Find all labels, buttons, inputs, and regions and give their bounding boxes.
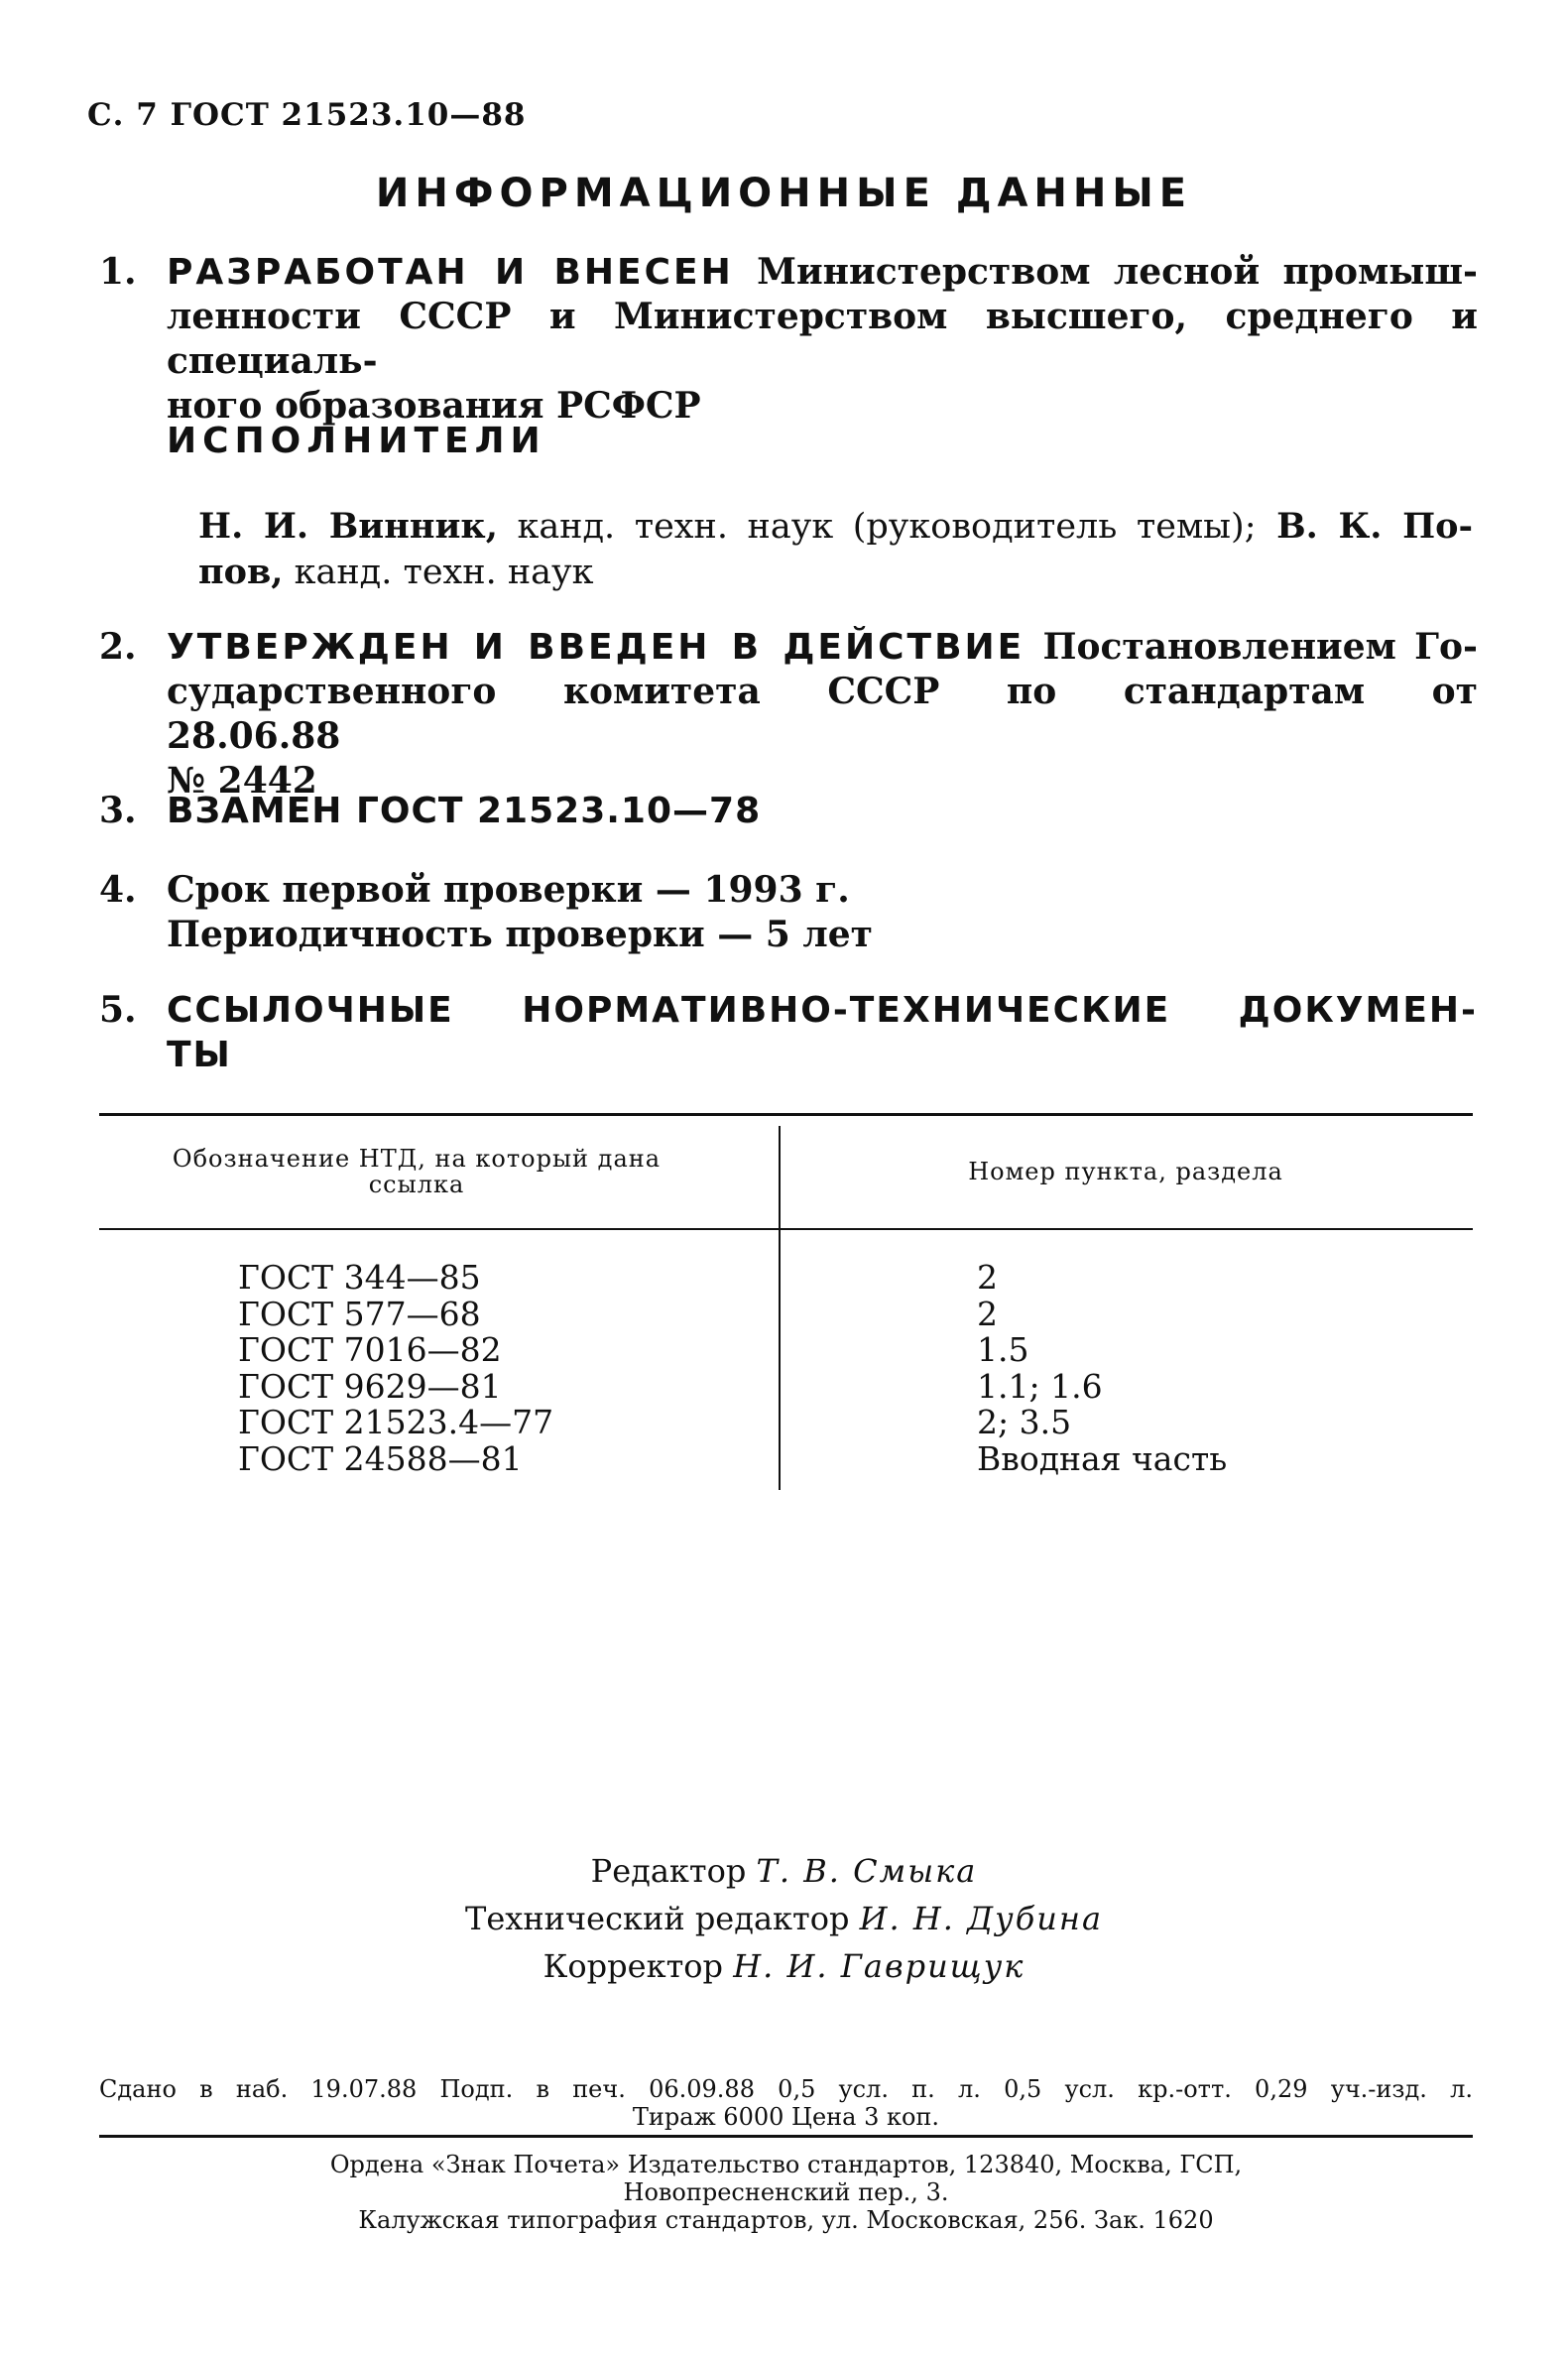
executors-line: Н. И. Винник, канд. техн. наук (руководитель темы); В. К. По- bbox=[198, 506, 1474, 547]
item-line: ТЫ bbox=[167, 1035, 232, 1075]
credit-name: Н. И. Гаврищук bbox=[733, 1947, 1025, 1985]
credit-corrector: Корректор Н. И. Гаврищук bbox=[543, 1947, 1025, 1985]
table-cell-document: ГОСТ 24588—81 bbox=[238, 1438, 523, 1478]
table-cell-document: ГОСТ 9629—81 bbox=[238, 1366, 502, 1406]
item-line: ВЗАМЕН ГОСТ 21523.10—78 bbox=[167, 791, 762, 831]
imprint-line: Тираж 6000 Цена 3 коп. bbox=[632, 2103, 940, 2131]
imprint-line: Новопресненский пер., 3. bbox=[623, 2178, 949, 2206]
table-header-rule bbox=[99, 1228, 1473, 1230]
table-top-rule bbox=[99, 1113, 1473, 1116]
table-cell-section: 1.1; 1.6 bbox=[977, 1366, 1103, 1406]
table-cell-document: ГОСТ 344—85 bbox=[238, 1258, 481, 1297]
item-line: УТВЕРЖДЕН И ВВЕДЕН В ДЕЙСТВИЕ Постановлением Го- bbox=[167, 626, 1478, 668]
table-header-document: Обозначение НТД, на который дана ссылка bbox=[172, 1145, 662, 1198]
imprint-publisher bbox=[99, 2151, 1473, 2234]
credit-editor: Редактор Т. В. Смыка bbox=[590, 1852, 978, 1890]
page-title: ИНФОРМАЦИОННЫЕ ДАННЫЕ bbox=[375, 171, 1193, 216]
table-cell-section: 2 bbox=[977, 1294, 998, 1333]
item-line: Периодичность проверки — 5 лет bbox=[167, 914, 873, 955]
item-number: 5. bbox=[99, 989, 137, 1031]
item-line: РАЗРАБОТАН И ВНЕСЕН Министерством лесной промыш- bbox=[167, 251, 1478, 293]
credit-name: Т. В. Смыка bbox=[756, 1852, 978, 1890]
item-number: 4. bbox=[99, 869, 137, 911]
credit-tech-editor: Технический редактор И. Н. Дубина bbox=[464, 1900, 1104, 1937]
table-cell-section: Вводная часть bbox=[977, 1438, 1228, 1478]
table-header-section: Номер пункта, раздела bbox=[968, 1158, 1283, 1185]
item-line: № 2442 bbox=[167, 760, 317, 802]
table-column-documents bbox=[238, 1260, 553, 1477]
item-references bbox=[99, 988, 1478, 1077]
table-column-sections bbox=[977, 1260, 1227, 1477]
imprint-line: Сдано в наб. 19.07.88 Подп. в печ. 06.09.88 0,5 усл. п. л. 0,5 усл. кр.-отт. 0,29 уч.-изд. л. bbox=[99, 2075, 1473, 2103]
table-cell-section: 2; 3.5 bbox=[977, 1403, 1072, 1441]
imprint-line: Ордена «Знак Почета» Издательство стандартов, 123840, Москва, ГСП, bbox=[329, 2151, 1243, 2178]
executors-list bbox=[198, 504, 1473, 595]
page-header: С. 7 ГОСТ 21523.10—88 bbox=[87, 97, 527, 133]
imprint-rule bbox=[99, 2135, 1473, 2138]
credits-block bbox=[0, 1847, 1568, 1990]
credit-name: И. Н. Дубина bbox=[859, 1900, 1104, 1937]
imprint-line: Калужская типография стандартов, ул. Московская, 256. Зак. 1620 bbox=[358, 2206, 1214, 2234]
executors-line: пов, канд. техн. наук bbox=[198, 552, 594, 592]
executors-title: ИСПОЛНИТЕЛИ bbox=[167, 421, 546, 461]
item-number: 2. bbox=[99, 626, 137, 668]
item-developed bbox=[99, 250, 1478, 429]
table-column-divider bbox=[779, 1230, 781, 1490]
item-number: 1. bbox=[99, 251, 137, 293]
item-replaces bbox=[99, 789, 1478, 833]
table-column-divider bbox=[779, 1126, 781, 1228]
item-review bbox=[99, 868, 1478, 957]
item-caps: УТВЕРЖДЕН И ВВЕДЕН В ДЕЙСТВИЕ bbox=[167, 627, 1025, 668]
item-line: ного образования РСФСР bbox=[167, 385, 701, 427]
item-line: Срок первой проверки — 1993 г. bbox=[167, 869, 850, 911]
table-cell-section: 1.5 bbox=[977, 1330, 1029, 1369]
item-line: ССЫЛОЧНЫЕ НОРМАТИВНО-ТЕХНИЧЕСКИЕ ДОКУМЕН- bbox=[167, 990, 1478, 1031]
item-number: 3. bbox=[99, 790, 137, 831]
table-cell-section: 2 bbox=[977, 1258, 998, 1297]
item-line: сударственного комитета СССР по стандартам от 28.06.88 bbox=[167, 671, 1478, 757]
table-cell-document: ГОСТ 577—68 bbox=[238, 1294, 481, 1333]
imprint-print-info bbox=[99, 2075, 1473, 2131]
table-cell-document: ГОСТ 21523.4—77 bbox=[238, 1403, 554, 1441]
item-line: ленности СССР и Министерством высшего, среднего и специаль- bbox=[167, 296, 1478, 382]
item-caps: РАЗРАБОТАН И ВНЕСЕН bbox=[167, 252, 734, 293]
table-cell-document: ГОСТ 7016—82 bbox=[238, 1330, 502, 1369]
item-approved bbox=[99, 625, 1478, 804]
